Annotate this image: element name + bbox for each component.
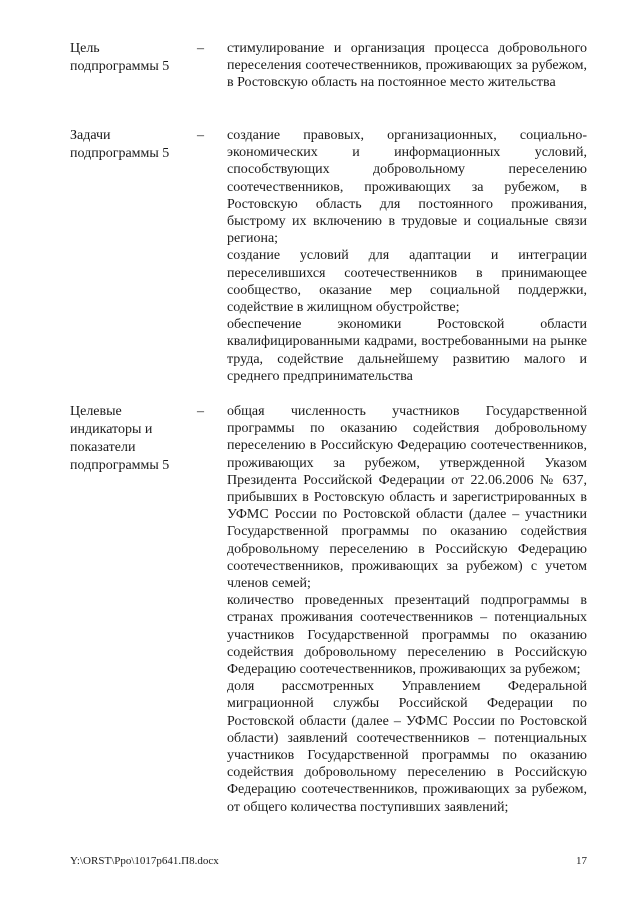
section-paragraph: создание правовых, организационных, социально-экономических и информационных условий, способствующих добровольному переселению соотечественников, проживающих за рубежом, в Ростовскую область для постоянного проживания, быстрому их включению в трудовые и социальные связи региона;: [227, 128, 587, 247]
section-content: [227, 127, 587, 385]
section-dash: –: [197, 41, 204, 56]
section-label: Задачи подпрограммы 5: [70, 128, 170, 161]
section-paragraph: создание условий для адаптации и интеграции переселившихся соотечественников в принимающее сообщество, оказание мер социальной поддержки, содействие в жилищном обустройстве;: [227, 248, 587, 316]
section-dash: –: [197, 128, 204, 143]
section-paragraph: стимулирование и организация процесса добровольного переселения соотечественников, проживающих за рубежом, в Ростовскую область на постоянное место жительства: [227, 41, 587, 91]
footer-page-number: 17: [576, 855, 587, 867]
section-paragraph: общая численность участников Государственной программы по оказанию содействия добровольному переселению в Российскую Федерацию соотечественников, проживающих за рубежом, утвержденной Указом Президента Российской Федерации от 22.06.2006 № 637, прибывших в Ростовскую область и зарегистрированных в УФМС России по Ростовской области (далее – участники Государственной программы по оказанию содействия добровольному переселению в Российскую Федерацию соотечественников, проживающих за рубежом) с учетом членов семей;: [227, 404, 587, 592]
section-paragraph: обеспечение экономики Ростовской области квалифицированными кадрами, востребованными на рынке труда, содействие дальнейшему развитию малого и среднего предпринимательства: [227, 317, 587, 384]
section-content: [227, 403, 587, 816]
section-dash: –: [197, 404, 204, 419]
section-label: Целевые индикаторы и показатели подпрограммы 5: [70, 404, 170, 473]
section-paragraph: доля рассмотренных Управлением Федеральной миграционной службы Российской Федерации по Ростовской области (далее – УФМС России по Ростовской области) заявлений соотечественников – потенциальных участников Государственной программы по оказанию содействия добровольному переселению в Российскую Федерацию соотечественников, проживающих за рубежом, от общего количества поступивших заявлений;: [227, 679, 587, 815]
footer-file-path: Y:\ORST\Ppo\1017p641.П8.docx: [70, 855, 219, 867]
section-label: Цель подпрограммы 5: [70, 41, 170, 74]
section-paragraph: количество проведенных презентаций подпрограммы в странах проживания соотечественников – потенциальных участников Государственной программы по оказанию содействия добровольному переселению в Российскую Федерацию соотечественников, проживающих за рубежом;: [227, 593, 587, 678]
section-content: [227, 40, 587, 92]
